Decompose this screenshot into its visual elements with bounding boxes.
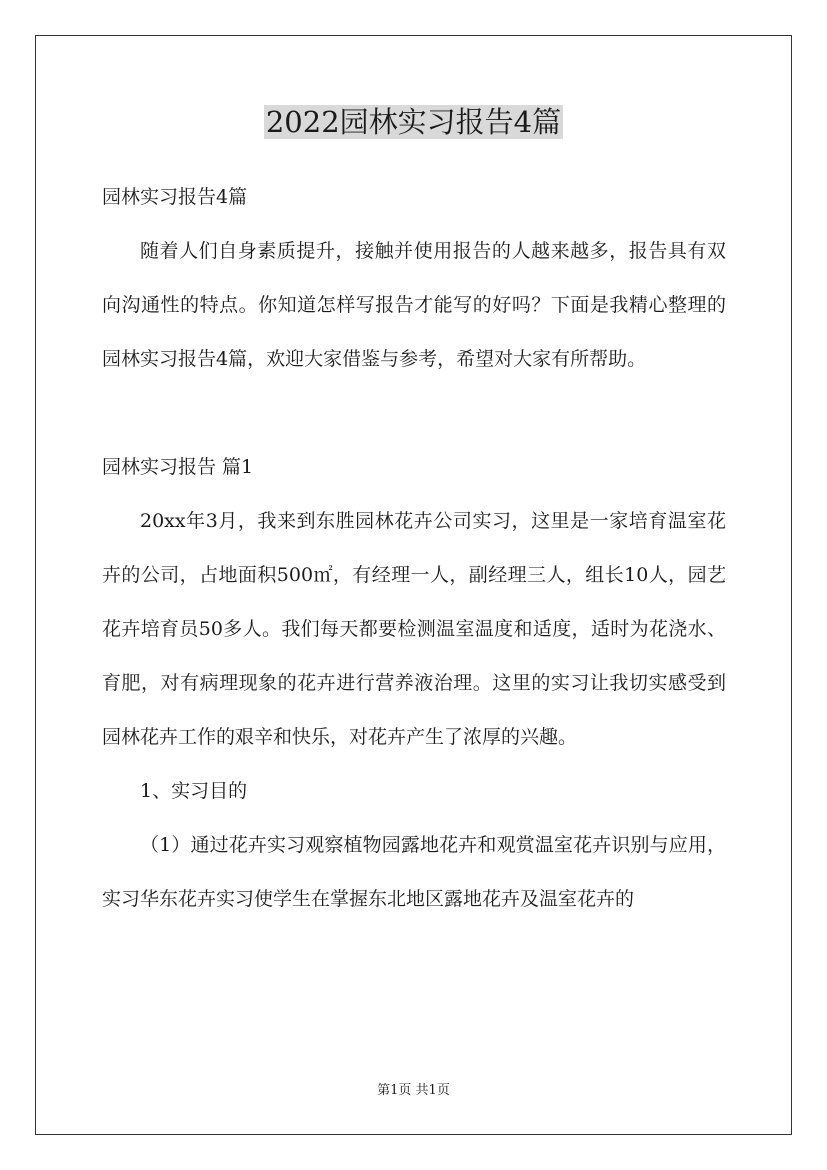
item-paragraph: （1）通过花卉实习观察植物园露地花卉和观赏温室花卉识别与应用，实习华东花卉实习使学生在掌握东北地区露地花卉及温室花卉的 <box>102 834 726 910</box>
section-paragraph: 20xx年3月，我来到东胜园林花卉公司实习，这里是一家培育温室花卉的公司，占地面积500㎡，有经理一人，副经理三人，组长10人，园艺花卉培育员50多人。我们每天都要检测温室温度和适度，适时为花浇水、育肥，对有病理现象的花卉进行营养液治理。这里的实习让我切实感受到园林花卉工作的艰辛和快乐，对花卉产生了浓厚的兴趣。 <box>102 510 726 748</box>
page-footer: 第1页 共1页 <box>377 1083 450 1098</box>
section-title: 园林实习报告 篇1 <box>102 456 254 478</box>
item-heading: 1、实习目的 <box>140 780 248 802</box>
intro-paragraph: 随着人们自身素质提升，接触并使用报告的人越来越多，报告具有双向沟通性的特点。你知道怎样写报告才能写的好吗？下面是我精心整理的园林实习报告4篇，欢迎大家借鉴与参考，希望对大家有所帮助。 <box>102 240 726 370</box>
document-body <box>102 170 726 926</box>
document-heading: 园林实习报告4篇 <box>102 186 248 208</box>
document-title <box>0 100 827 144</box>
document-title-text: 2022园林实习报告4篇 <box>265 105 562 139</box>
